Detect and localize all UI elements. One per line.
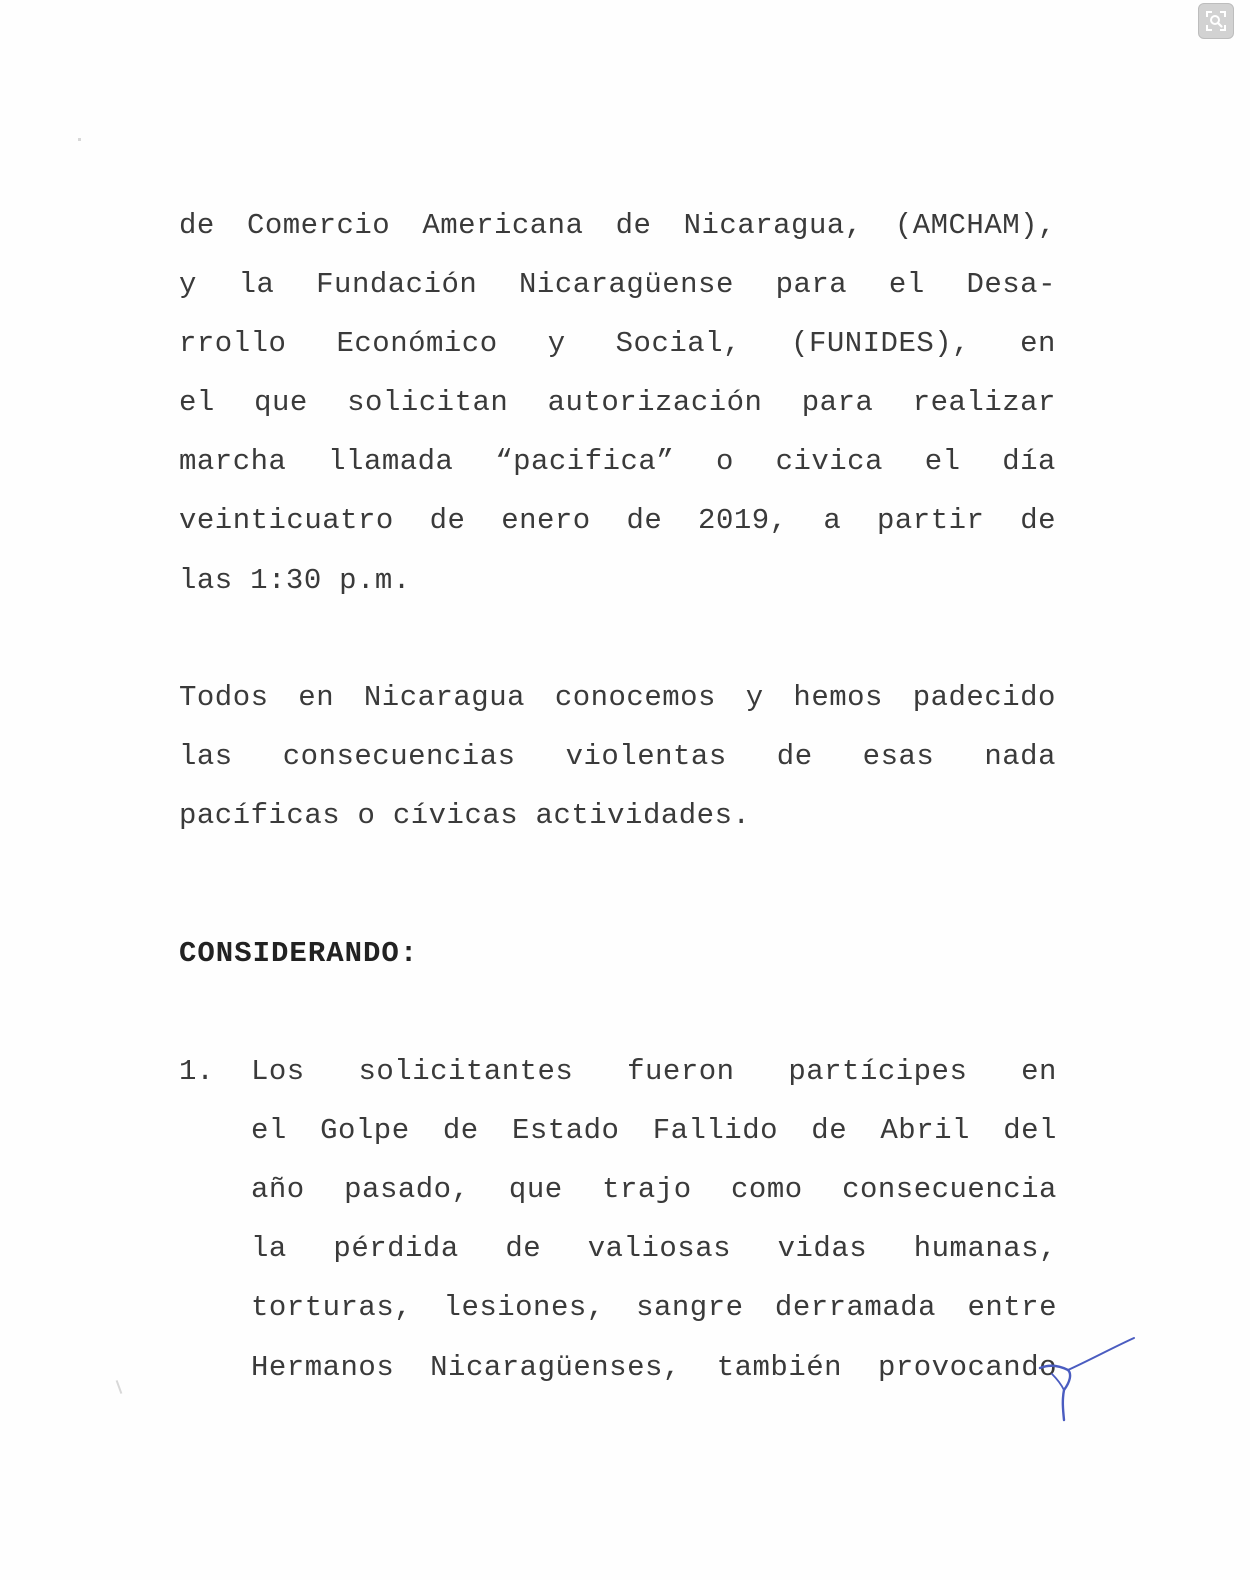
word: Social, <box>615 327 741 360</box>
zoom-button[interactable] <box>1198 3 1234 39</box>
word: entre <box>967 1291 1057 1324</box>
word: de <box>429 504 466 537</box>
word: a <box>823 504 842 537</box>
word: veinticuatro <box>179 504 394 537</box>
word: consecuencias <box>282 740 516 773</box>
heading-considerando <box>179 934 1056 974</box>
text-line <box>251 1052 1057 1092</box>
text-line <box>179 678 1056 718</box>
word: rrollo <box>179 327 287 360</box>
word: 2019, <box>698 504 788 537</box>
word: consecuencia <box>842 1173 1057 1206</box>
word: conocemos <box>554 681 716 714</box>
word: Económico <box>336 327 498 360</box>
word: Golpe <box>320 1114 410 1147</box>
word: el <box>179 386 215 419</box>
magnify-icon <box>1204 9 1228 33</box>
word: Los <box>251 1055 305 1088</box>
word: Abril <box>880 1114 970 1147</box>
word: Nicaragüense <box>519 268 734 301</box>
word: para <box>801 386 874 419</box>
heading-text: CONSIDERANDO: <box>179 937 419 970</box>
word: cívicas <box>392 799 519 832</box>
word: Desa- <box>966 268 1056 301</box>
text-line <box>179 265 1056 305</box>
word: Nicaragua, <box>683 209 863 242</box>
text-line <box>179 501 1056 541</box>
word: derramada <box>774 1291 937 1324</box>
word: la <box>238 268 275 301</box>
word: Comercio <box>246 209 391 242</box>
text-line <box>179 796 1056 836</box>
word: para <box>775 268 848 301</box>
word: Nicaragüenses, <box>430 1351 681 1384</box>
word: violentas <box>565 740 727 773</box>
word: de <box>1020 504 1056 537</box>
word: y <box>179 268 197 301</box>
word: las <box>179 564 233 597</box>
word: llamada <box>328 445 454 478</box>
word: Fallido <box>652 1114 779 1147</box>
word: en <box>1020 327 1056 360</box>
word: el <box>924 445 961 478</box>
word: que <box>508 1173 563 1206</box>
text-line <box>179 737 1056 777</box>
word: del <box>1003 1114 1057 1147</box>
word: esas <box>862 740 935 773</box>
word: o <box>715 445 734 478</box>
word: la <box>251 1232 287 1265</box>
word: de <box>811 1114 848 1147</box>
word: humanas, <box>913 1232 1057 1265</box>
item-number: 1. <box>179 1055 214 1088</box>
scan-mark <box>116 1380 123 1394</box>
word: padecido <box>912 681 1056 714</box>
text-line <box>251 1348 1057 1388</box>
word: marcha <box>179 445 287 478</box>
word: de <box>179 209 215 242</box>
text-line <box>179 561 1056 601</box>
word: 1:30 <box>250 564 322 597</box>
word: Hermanos <box>251 1351 395 1384</box>
text-line <box>251 1229 1057 1269</box>
word: Fundación <box>316 268 478 301</box>
word: en <box>298 681 335 714</box>
word: y <box>547 327 566 360</box>
word: día <box>1002 445 1056 478</box>
word: realizar <box>912 386 1056 419</box>
word: de <box>615 209 652 242</box>
word: pasado, <box>344 1173 470 1206</box>
word: provocando <box>877 1351 1057 1384</box>
text-line <box>179 324 1056 364</box>
word: año <box>251 1173 305 1206</box>
word: Americana <box>422 209 584 242</box>
word: torturas, <box>251 1291 413 1324</box>
word: partícipes <box>788 1055 968 1088</box>
word: como <box>731 1173 803 1206</box>
word: también <box>716 1351 843 1384</box>
text-line <box>251 1170 1057 1210</box>
scan-speck <box>78 138 81 141</box>
word: de <box>442 1114 479 1147</box>
word: pérdida <box>333 1232 459 1265</box>
text-line <box>251 1111 1057 1151</box>
word: sangre <box>636 1291 744 1324</box>
word: y <box>745 681 764 714</box>
word: hemos <box>793 681 883 714</box>
word: solicitantes <box>358 1055 574 1088</box>
word: de <box>505 1232 542 1265</box>
text-line <box>179 206 1056 246</box>
text-line <box>251 1288 1057 1328</box>
word: lesiones, <box>443 1291 605 1324</box>
word: “pacifica” <box>495 445 675 478</box>
word: actividades. <box>535 799 751 832</box>
word: el <box>251 1114 287 1147</box>
word: (AMCHAM), <box>894 209 1056 242</box>
word: el <box>888 268 925 301</box>
word: de <box>626 504 663 537</box>
word: trajo <box>602 1173 692 1206</box>
word: civica <box>775 445 883 478</box>
word: autorización <box>547 386 763 419</box>
word: que <box>254 386 308 419</box>
word: las <box>179 740 233 773</box>
word: partir <box>877 504 985 537</box>
word: o <box>357 799 376 832</box>
word: Nicaragua <box>363 681 526 714</box>
word: de <box>776 740 813 773</box>
word: (FUNIDES), <box>791 327 971 360</box>
word: valiosas <box>587 1232 732 1265</box>
word: pacíficas <box>179 799 341 832</box>
text-line <box>179 442 1056 482</box>
word: nada <box>984 740 1056 773</box>
text-line <box>179 383 1056 423</box>
word: enero <box>501 504 591 537</box>
signature-initial <box>1030 1330 1140 1430</box>
word: Todos <box>179 681 269 714</box>
word: fueron <box>627 1055 735 1088</box>
word: en <box>1021 1055 1057 1088</box>
word: Estado <box>511 1114 620 1147</box>
word: p.m. <box>339 564 411 597</box>
word: solicitan <box>347 386 509 419</box>
word: vidas <box>777 1232 868 1265</box>
